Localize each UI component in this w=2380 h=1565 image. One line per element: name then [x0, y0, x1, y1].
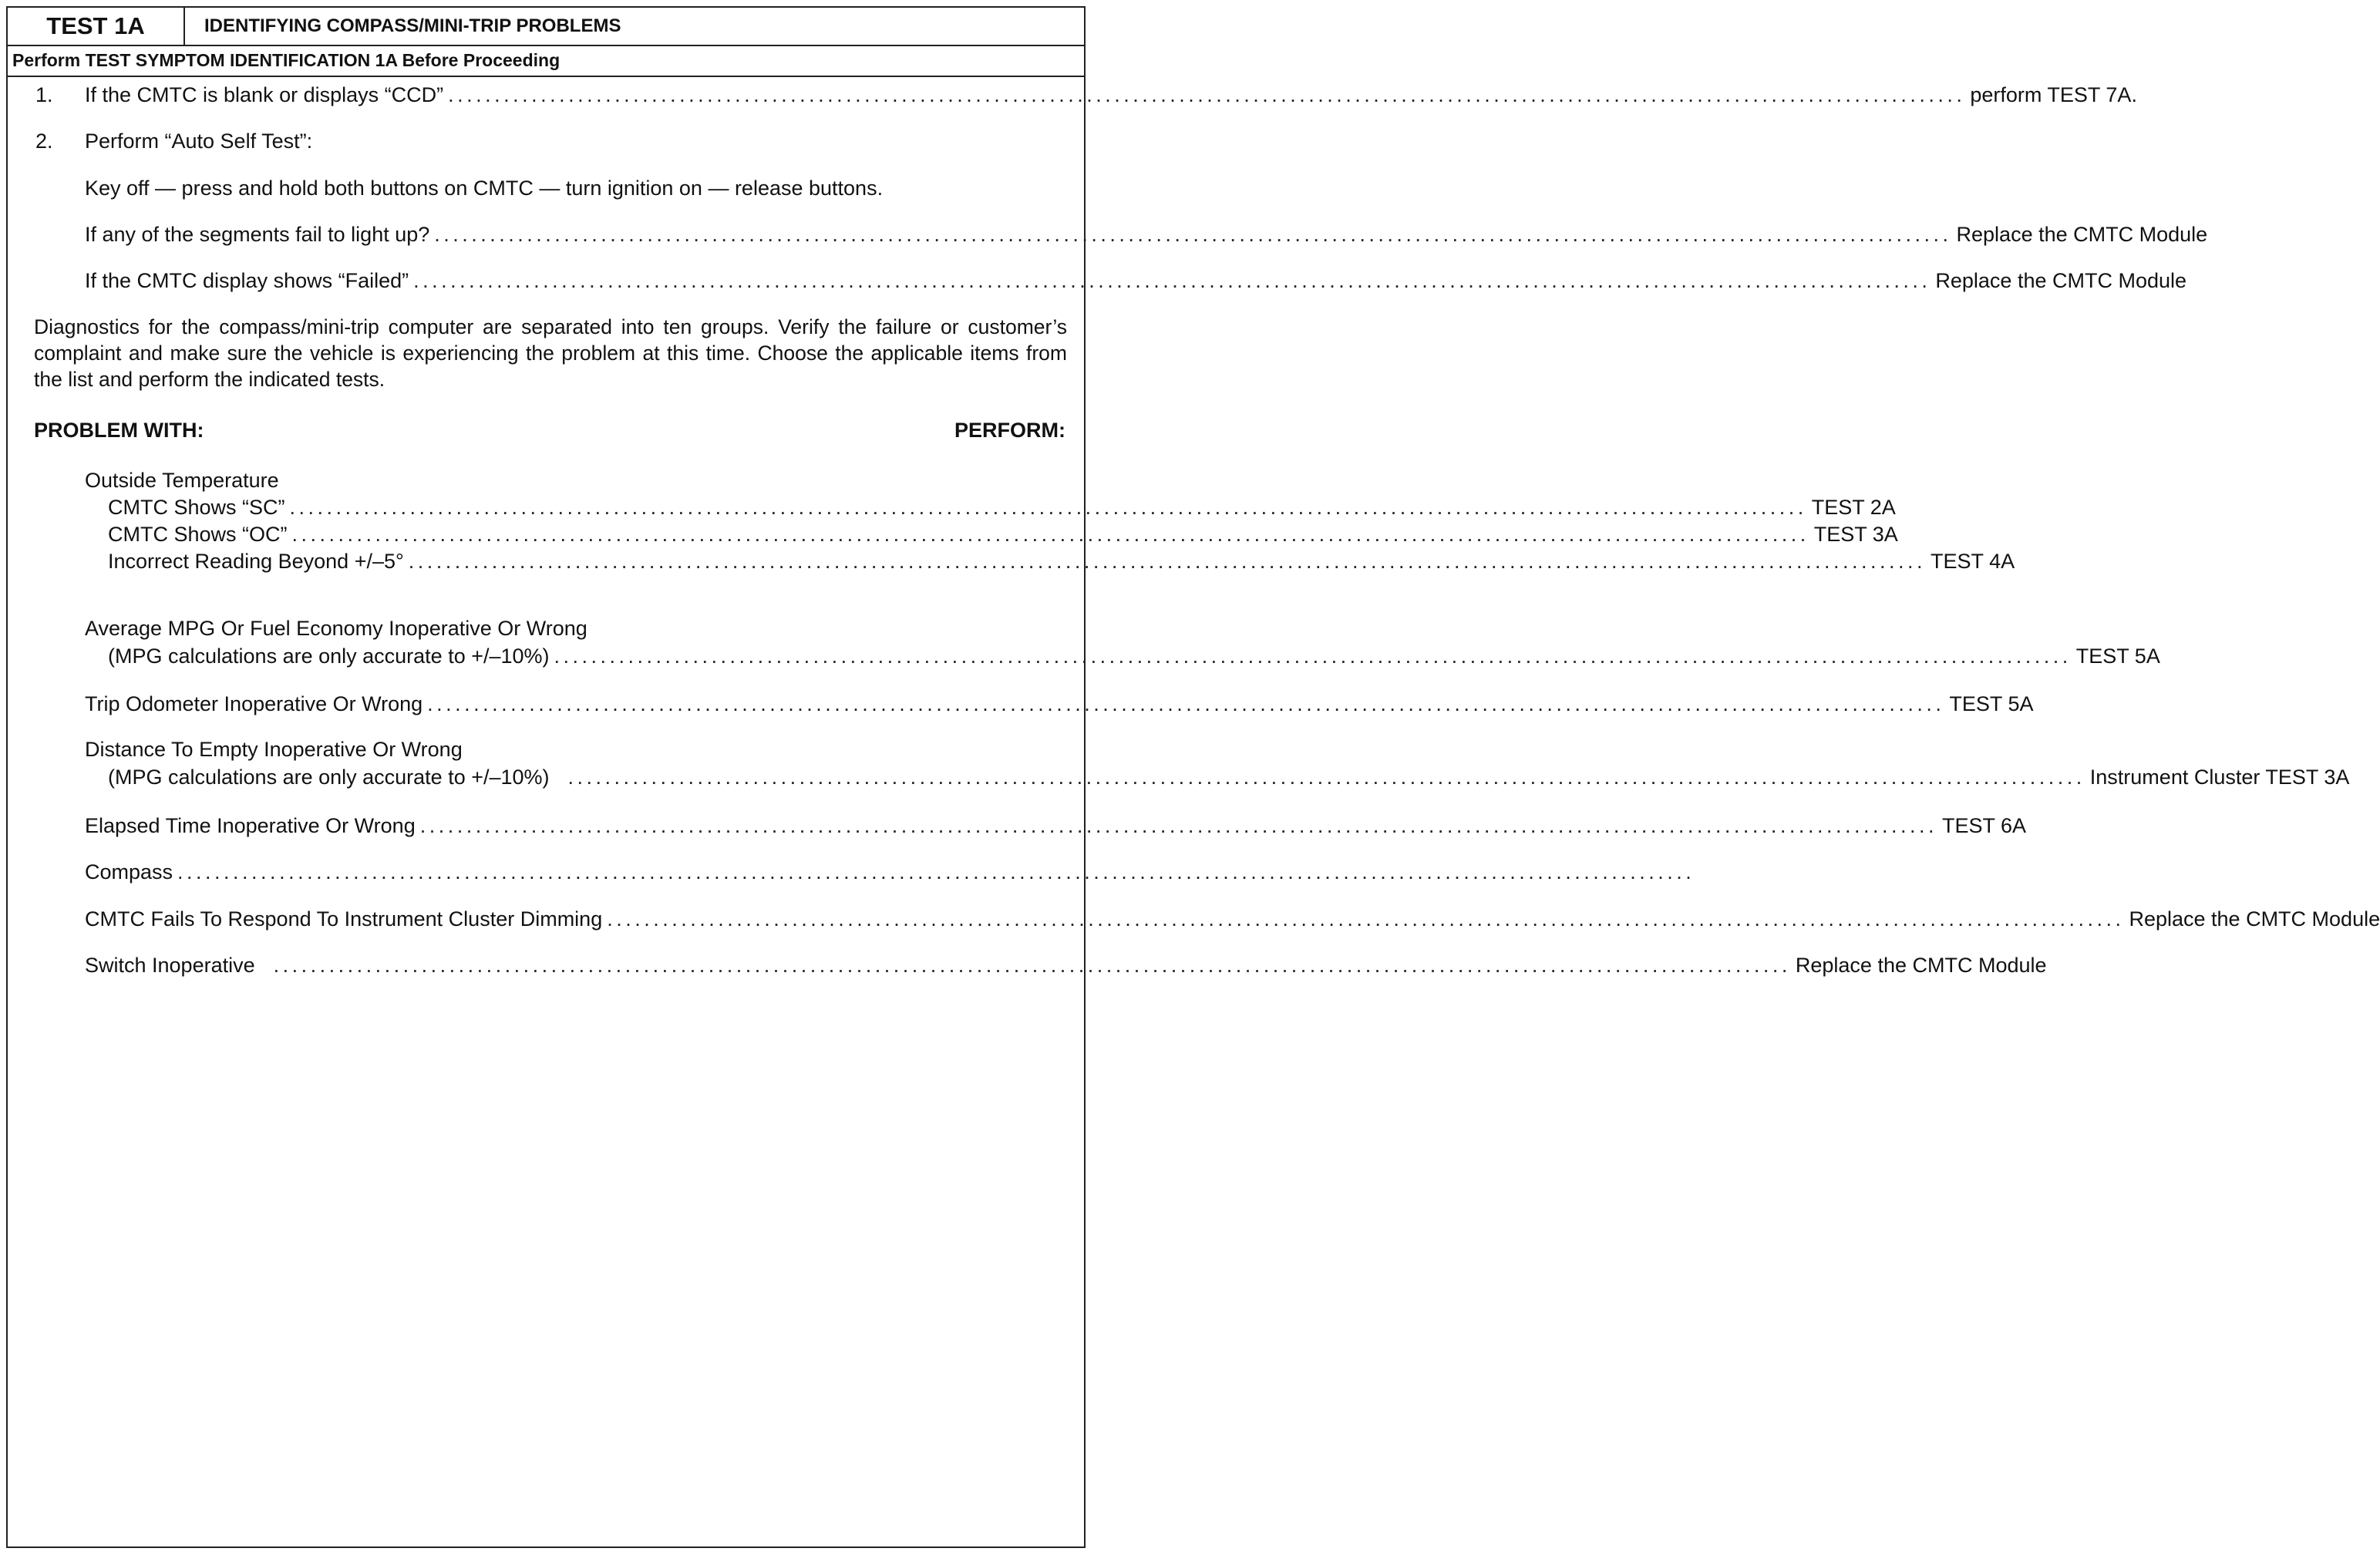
dot-leader: .................................................................................................................................................................... — [273, 954, 1791, 977]
dot-leader: .................................................................................................................................................................... — [434, 223, 1952, 246]
dot-leader: .................................................................................................................................................................... — [554, 645, 2072, 668]
step-1-text: If the CMTC is blank or displays “CCD” — [85, 83, 444, 106]
step-2-number: 2. — [35, 130, 53, 153]
problem-text: CMTC Fails To Respond To Instrument Cluster Dimming — [85, 907, 603, 931]
problem-note: (MPG calculations are only accurate to +/–10%) — [108, 645, 550, 668]
perform-action: Instrument Cluster TEST 3A — [2089, 766, 2350, 789]
step-2-instruction: Key off — press and hold both buttons on CMTC — turn ignition on — release buttons. — [85, 177, 884, 200]
problem-row — [85, 857, 1695, 887]
problem-row — [85, 904, 2380, 934]
test-id: TEST 1A — [8, 8, 185, 45]
distance-to-empty-label: Distance To Empty Inoperative Or Wrong — [85, 738, 463, 761]
problem-text: Switch Inoperative — [85, 954, 255, 977]
step-1-action: perform TEST 7A. — [1970, 83, 2137, 106]
avg-mpg-label: Average MPG Or Fuel Economy Inoperative Or Wrong — [85, 617, 587, 640]
step-2-check-2 — [85, 265, 2187, 296]
problem-text: CMTC Shows “OC” — [108, 523, 288, 546]
perform-action: TEST 2A — [1811, 496, 1896, 519]
problem-text: Trip Odometer Inoperative Or Wrong — [85, 692, 423, 715]
problem-row — [108, 642, 2160, 670]
prerequisite-note: Perform TEST SYMPTOM IDENTIFICATION 1A Before Proceeding — [8, 45, 1084, 77]
dot-leader: .................................................................................................................................................................... — [413, 269, 1931, 292]
problem-text: Elapsed Time Inoperative Or Wrong — [85, 814, 416, 837]
check-2-text: If the CMTC display shows “Failed” — [85, 269, 409, 292]
document-frame — [6, 6, 2380, 1548]
problem-row — [85, 810, 2027, 841]
intro-paragraph: Diagnostics for the compass/mini-trip computer are separated into ten groups. Verify the failure or customer’s complaint and make sure the vehicle is experiencing the problem at this time. Choose the applicable items from the list and perform the indicated tests. — [34, 315, 1067, 391]
step-1 — [85, 79, 2137, 110]
perform-action: TEST 5A — [2075, 645, 2160, 668]
problem-text: Compass — [85, 860, 173, 883]
outside-temperature-label: Outside Temperature — [85, 469, 279, 492]
test-title: IDENTIFYING COMPASS/MINI-TRIP PROBLEMS — [204, 15, 621, 36]
step-1-number: 1. — [35, 83, 53, 106]
dot-leader: .................................................................................................................................................................... — [408, 550, 1927, 573]
dot-leader: .................................................................................................................................................................... — [427, 692, 1945, 715]
step-2-text: Perform “Auto Self Test”: — [85, 130, 313, 153]
dot-leader: .................................................................................................................................................................... — [607, 907, 2125, 931]
problem-text: CMTC Shows “SC” — [108, 496, 285, 519]
dot-leader: .................................................................................................................................................................... — [567, 766, 2085, 789]
header-row — [8, 8, 1084, 46]
dot-leader: .................................................................................................................................................................... — [448, 83, 1966, 106]
check-1-action: Replace the CMTC Module — [1956, 223, 2208, 246]
step-2-check-1 — [85, 219, 2208, 250]
perform-action: TEST 5A — [1949, 692, 2034, 715]
perform-action: Replace the CMTC Module — [1795, 954, 2047, 977]
problem-row — [85, 950, 2047, 981]
dot-leader: .................................................................................................................................................................... — [419, 814, 1937, 837]
check-2-action: Replace the CMTC Module — [1935, 269, 2187, 292]
problem-row — [108, 493, 1896, 521]
dot-leader: .................................................................................................................................................................... — [177, 860, 1695, 883]
perform-action: TEST 3A — [1813, 523, 1898, 546]
problem-note: (MPG calculations are only accurate to +/–10%) — [108, 766, 550, 789]
dot-leader: .................................................................................................................................................................... — [289, 496, 1807, 519]
dot-leader: .................................................................................................................................................................... — [291, 523, 1809, 546]
problem-column-header: PROBLEM WITH: — [34, 419, 204, 442]
perform-action: TEST 4A — [1931, 550, 2015, 573]
problem-row — [85, 688, 2034, 719]
perform-action: TEST 6A — [1941, 814, 2027, 837]
perform-action: Replace the CMTC Module — [2129, 907, 2380, 931]
check-1-text: If any of the segments fail to light up? — [85, 223, 430, 246]
problem-text: Incorrect Reading Beyond +/–5° — [108, 550, 404, 573]
problem-row — [108, 763, 2350, 791]
problem-row — [108, 520, 1898, 548]
problem-row — [108, 547, 2015, 575]
perform-column-header: PERFORM: — [954, 419, 1065, 442]
